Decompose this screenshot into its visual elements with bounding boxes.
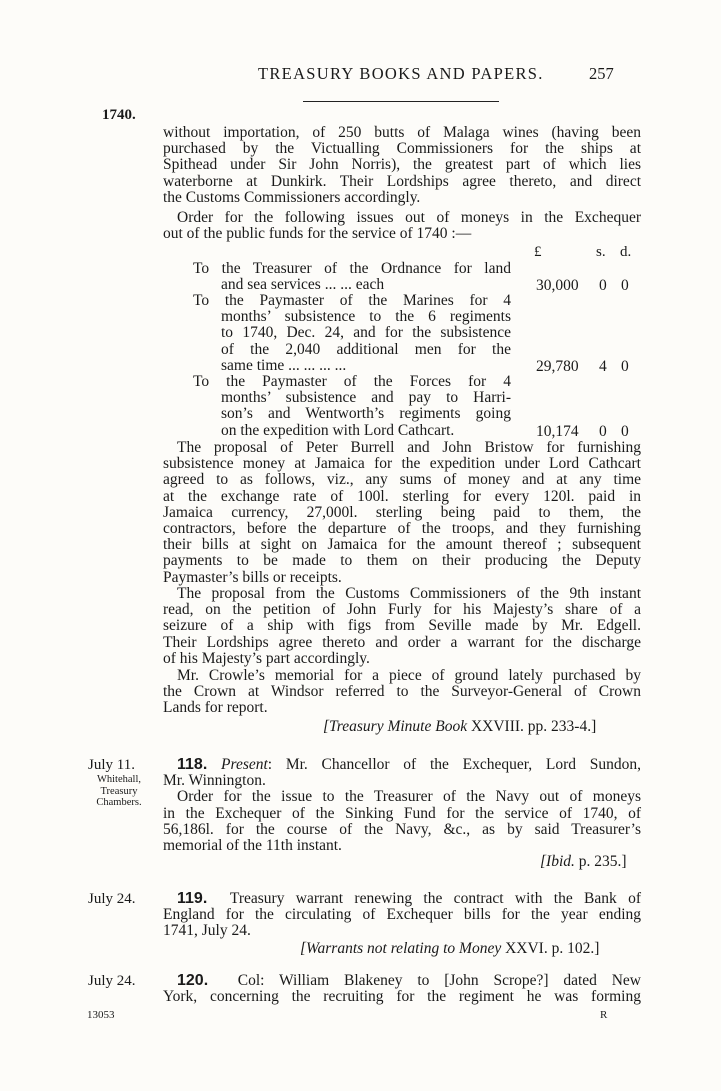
text-line: and sea services ... ... each	[221, 276, 385, 294]
text-line: contractors, before the departure of the troops, and they furnishing	[163, 520, 641, 538]
header-rule	[303, 101, 499, 102]
text-line: waterborne at Dunkirk. Their Lordships agree thereto, and direct	[163, 172, 641, 190]
text-line: at the exchange rate of 100l. sterling for every 120l. paid in	[163, 487, 641, 505]
text-line: Order for the following issues out of moneys in the Exchequer	[177, 209, 641, 226]
shillings-header: s.	[596, 244, 606, 260]
entry-date: July 24.	[88, 973, 136, 989]
page-number: 257	[589, 64, 614, 83]
text-line: without importation, of 250 butts of Malaga wines (having been	[163, 124, 641, 141]
issues-table	[163, 244, 641, 440]
text-line: Mr. Crowle’s memorial for a piece of ground lately purchased by	[177, 667, 641, 684]
entry-number: 118.	[177, 756, 208, 773]
text-line: seizure of a ship with figs from Seville made by Mr. Edgell.	[163, 617, 641, 635]
entry-119	[163, 891, 641, 940]
paragraph-burrell-bristow	[163, 440, 641, 586]
entry-place	[86, 774, 152, 809]
text-line: Mr. Winnington.	[163, 772, 266, 790]
text-line: to 1740, Dec. 24, and for the subsistence	[221, 324, 511, 342]
text-line: memorial of the 11th instant.	[163, 837, 342, 855]
text-line: To the Treasurer of the Ordnance for land	[193, 260, 511, 277]
amount-shillings: 0	[599, 423, 607, 440]
entry-number: 119.	[177, 890, 208, 907]
text-line: subsistence money at Jamaica for the expedition under Lord Cathcart	[163, 455, 641, 473]
place-line: Whitehall,	[96, 774, 142, 785]
paragraph-order-issues	[163, 210, 641, 242]
text-line: Their Lordships agree thereto and order a warrant for the discharge	[163, 633, 641, 651]
text-line: on the expedition with Lord Cathcart.	[221, 421, 455, 439]
text-line	[163, 757, 641, 773]
citation-italic: [Ibid.	[540, 853, 575, 870]
text-line: Lands for report.	[163, 699, 268, 717]
text-line: Jamaica currency, 27,000l. sterling being paid to them, the	[163, 503, 641, 521]
text-line: their bills at sight on Jamaica for the amount thereof ; subsequent	[163, 536, 641, 554]
text-line: of the 2,040 additional men for the	[221, 340, 511, 358]
citation-roman: p. 235.]	[574, 853, 627, 870]
paragraph-crowle-memorial	[163, 668, 641, 717]
paragraph-malaga-wines	[163, 125, 641, 206]
amount-pence: 0	[621, 358, 629, 375]
text-line: same time ... ... ... ...	[221, 356, 347, 374]
present-label: Present	[221, 756, 268, 773]
text-line: Order for the issue to the Treasurer of the Navy out of moneys	[177, 788, 641, 806]
text-line: purchased by the Victualling Commissioners for the ships at	[163, 140, 641, 158]
text-line: The proposal of Peter Burrell and John Bristow for furnishing	[177, 439, 641, 456]
year-margin: 1740.	[102, 107, 136, 123]
text-line: York, concerning the recruiting for the regiment he was forming	[163, 988, 641, 1006]
citation-warrants	[300, 940, 599, 958]
text-line: Spithead under Sir John Norris), the greatest part of which lies	[163, 156, 641, 174]
present-text: : Mr. Chancellor of the Exchequer, Lord Sundon,	[267, 756, 641, 773]
text-line: To the Paymaster of the Marines for 4	[193, 292, 511, 309]
printer-signature: 13053	[87, 1009, 115, 1021]
signature-mark: R	[600, 1009, 608, 1021]
text-line: agreed to as follows, viz., any sums of money and at any time	[163, 471, 641, 489]
text-line: 56,186l. for the course of the Navy, &c., as by said Treasurer’s	[163, 820, 641, 838]
entry-118	[163, 757, 641, 854]
amount-shillings: 4	[599, 358, 607, 375]
entry-text: Col: William Blakeney to [John Scrope?] dated New	[237, 972, 641, 989]
amount-pence: 0	[621, 423, 629, 440]
amount-pounds: 10,174	[536, 423, 579, 440]
text-line: months’ subsistence and pay to Harri-	[221, 389, 511, 407]
amount-pounds: 29,780	[536, 358, 579, 375]
entry-date: July 24.	[88, 891, 136, 907]
place-line: Chambers.	[96, 797, 142, 808]
text-line: the Crown at Windsor referred to the Surveyor-General of Crown	[163, 683, 641, 701]
text-line: The proposal from the Customs Commissioners of the 9th instant	[177, 585, 641, 602]
text-line: England for the circulating of Exchequer bills for the year ending	[163, 906, 641, 924]
citation-treasury-minute-book	[323, 718, 596, 736]
entry-date: July 11.	[88, 757, 135, 773]
entry-text: Treasury warrant renewing the contract with the Bank of	[229, 890, 642, 907]
text-line: To the Paymaster of the Forces for 4	[193, 373, 511, 390]
amount-shillings: 0	[599, 277, 607, 294]
text-line: 1741, July 24.	[163, 922, 251, 940]
place-line: Treasury	[100, 785, 138, 797]
citation-roman: XXVI. p. 102.]	[501, 940, 600, 957]
text-line: Paymaster’s bills or receipts.	[163, 568, 342, 586]
issue-ordnance	[193, 261, 511, 293]
running-title: TREASURY BOOKS AND PAPERS.	[258, 64, 544, 83]
citation-roman: XXVIII. pp. 233-4.]	[467, 718, 597, 735]
citation-italic: [Warrants not relating to Money	[300, 940, 502, 957]
citation-ibid	[540, 853, 627, 871]
text-line	[163, 973, 641, 989]
running-header	[0, 64, 721, 88]
text-line: read, on the petition of John Furly for his Majesty’s share of a	[163, 601, 641, 619]
pence-header: d.	[620, 244, 632, 260]
issue-forces	[193, 374, 511, 439]
text-line: of his Majesty’s part accordingly.	[163, 649, 370, 667]
amount-pounds: 30,000	[536, 277, 579, 294]
pounds-header: £	[534, 244, 542, 260]
text-line: out of the public funds for the service of 1740 :—	[163, 225, 472, 243]
text-line: months’ subsistence to the 6 regiments	[221, 308, 511, 326]
paragraph-customs-proposal	[163, 586, 641, 667]
citation-italic: [Treasury Minute Book	[323, 718, 468, 735]
text-line: payments to be made to them on their producing the Deputy	[163, 552, 641, 570]
issue-marines	[193, 293, 511, 374]
entry-number: 120.	[177, 972, 209, 989]
amount-pence: 0	[621, 277, 629, 294]
text-line: son’s and Wentworth’s regiments going	[221, 405, 511, 423]
text-line: in the Exchequer of the Sinking Fund for the service of 1740, of	[163, 804, 641, 822]
text-line: the Customs Commissioners accordingly.	[163, 188, 421, 206]
entry-120	[163, 973, 641, 1005]
text-line	[163, 891, 641, 907]
